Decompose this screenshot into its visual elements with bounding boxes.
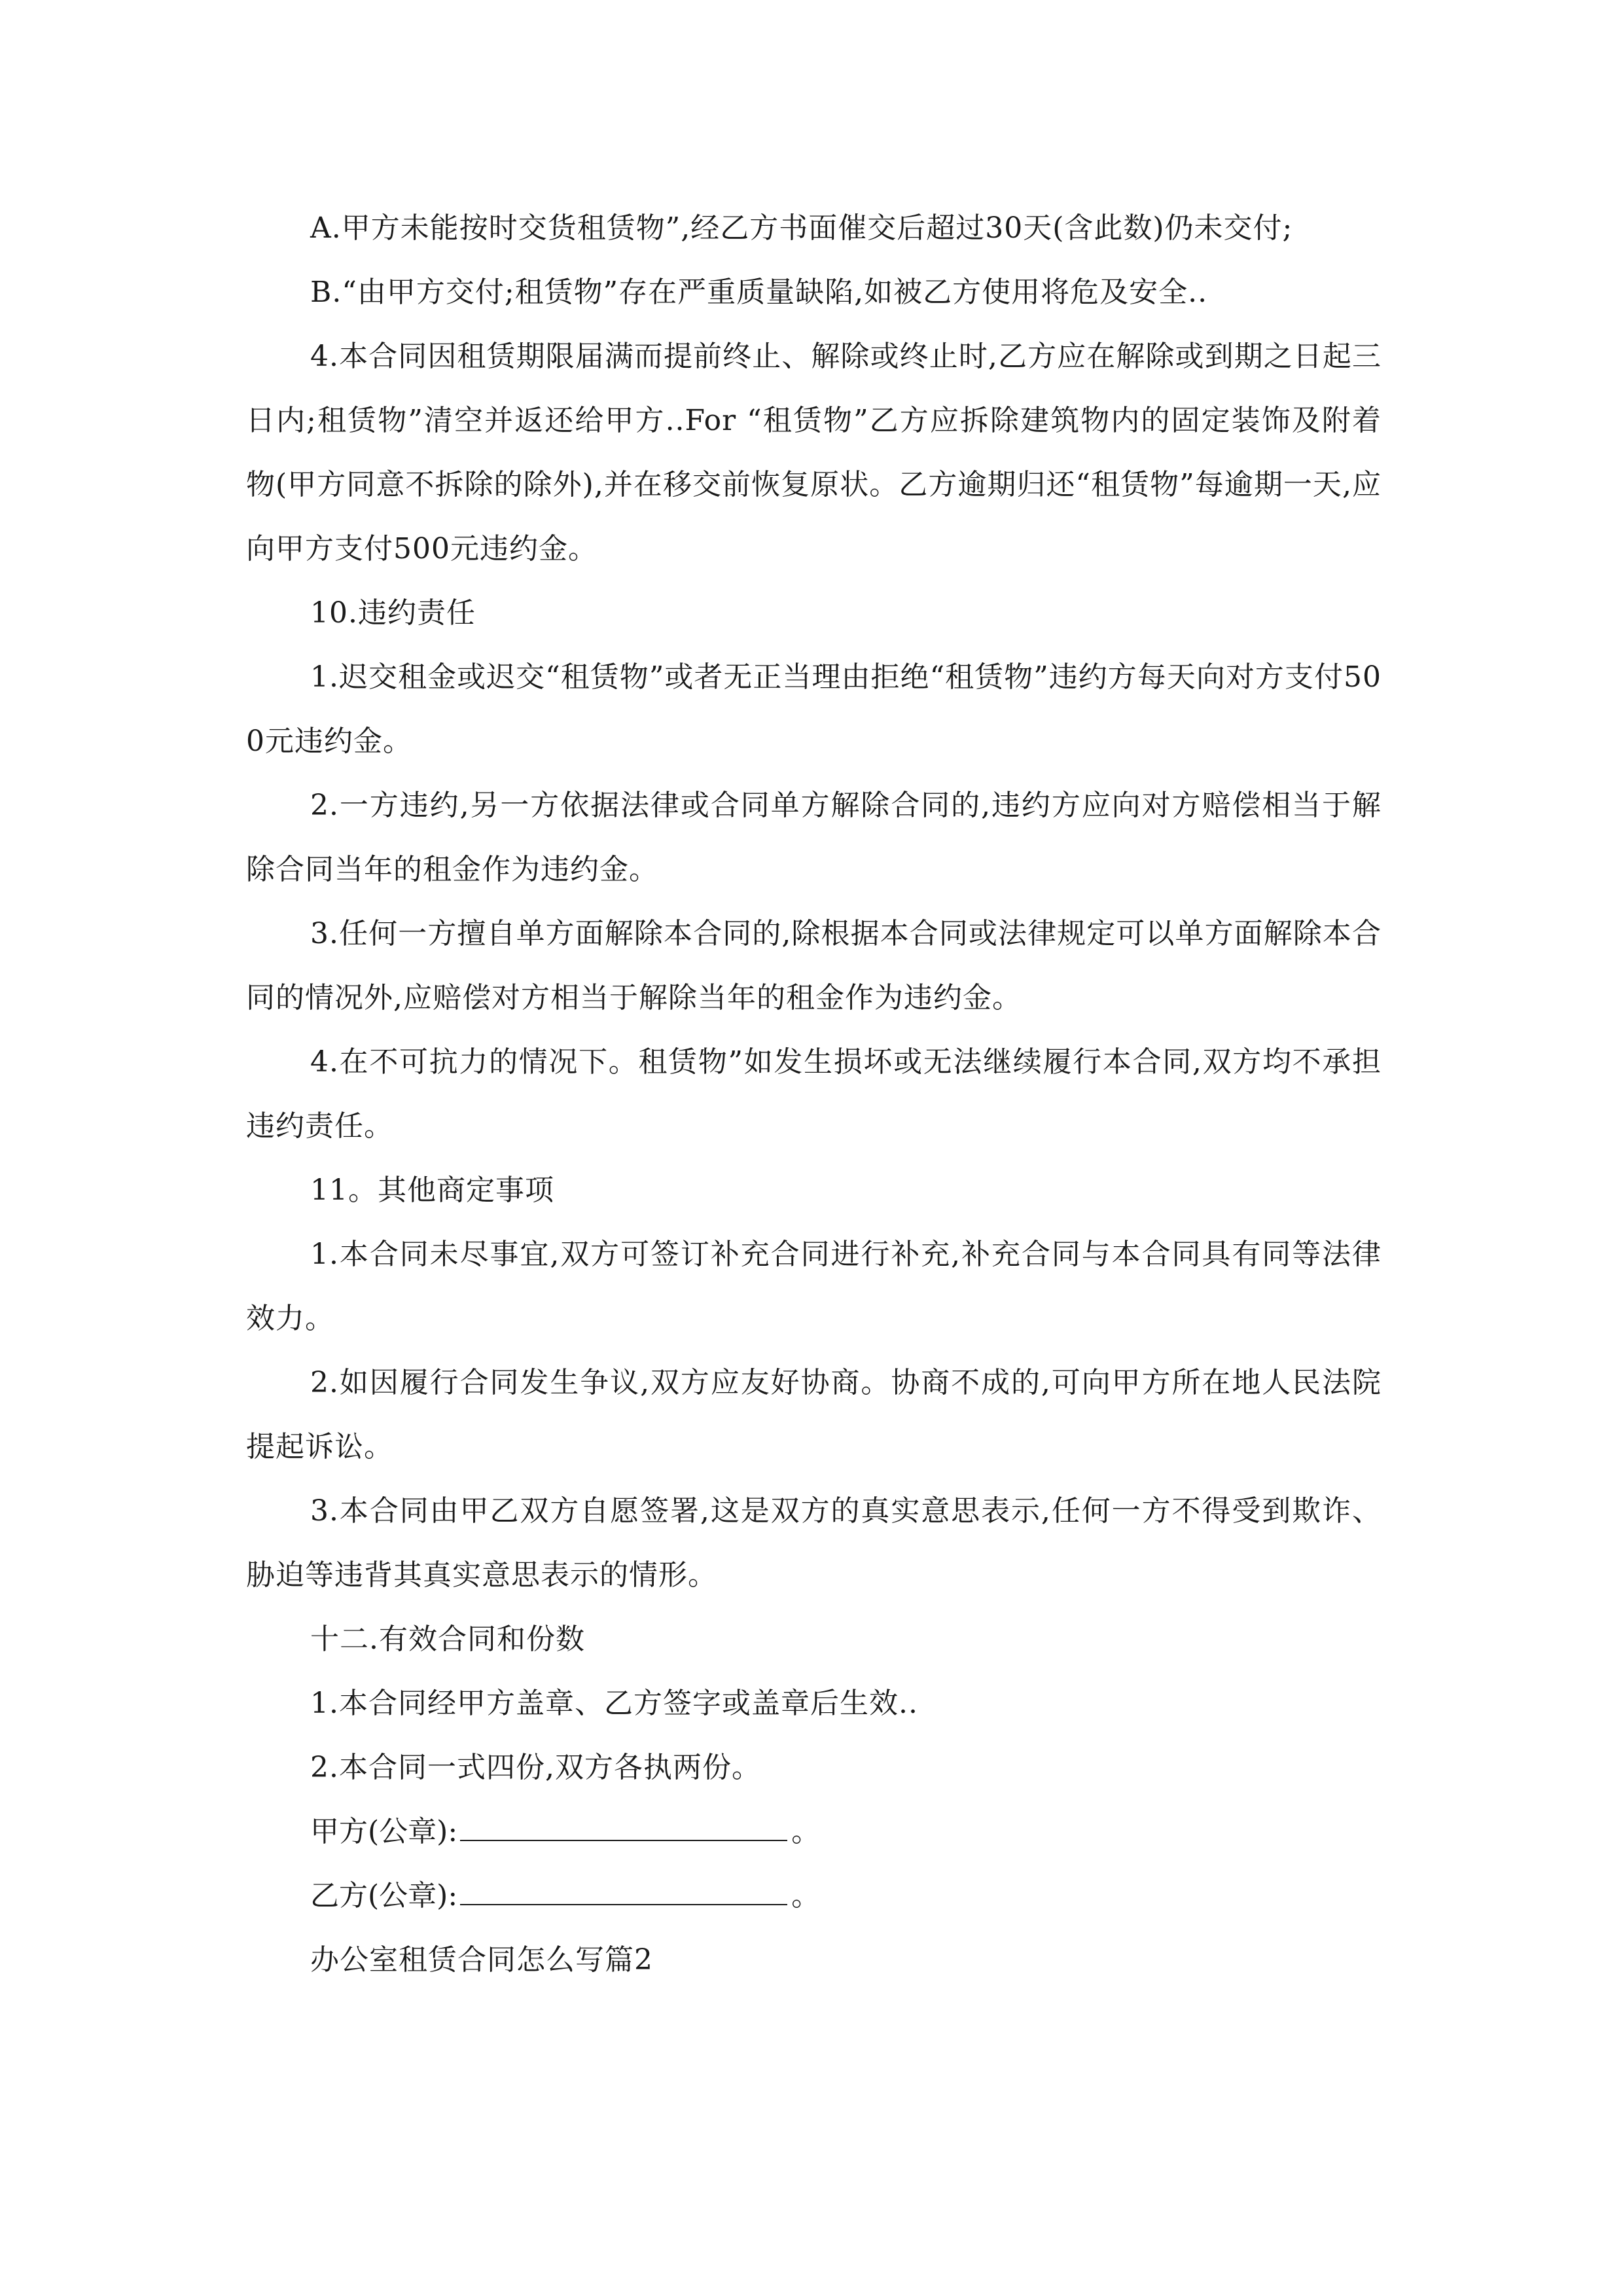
section-heading: 10.违约责任 xyxy=(310,596,476,630)
paragraph: 1.本合同未尽事宜,双方可签订补充合同进行补充,补充合同与本合同具有同等法律效力。 xyxy=(246,1238,1382,1335)
party-a-signature-line xyxy=(246,1800,1382,1864)
end-mark: 。 xyxy=(791,1815,821,1848)
party-b-label: 乙方(公章): xyxy=(310,1879,458,1912)
party-a-label: 甲方(公章): xyxy=(310,1815,458,1848)
paragraph: 1.本合同经甲方盖章、乙方签字或盖章后生效.. xyxy=(310,1687,918,1720)
paragraph: B.“由甲方交付;租赁物”存在严重质量缺陷,如被乙方使用将危及安全.. xyxy=(310,276,1208,309)
section-heading: 11。其他商定事项 xyxy=(310,1174,554,1207)
paragraph: 2.一方违约,另一方依据法律或合同单方解除合同的,违约方应向对方赔偿相当于解除合同当年的租金作为违约金。 xyxy=(246,789,1382,886)
paragraph: 4.在不可抗力的情况下。租赁物”如发生损坏或无法继续履行本合同,双方均不承担违约责任。 xyxy=(246,1045,1382,1143)
party-b-signature-line xyxy=(246,1864,1382,1928)
paragraph: A.甲方未能按时交货租赁物”,经乙方书面催交后超过30天(含此数)仍未交付; xyxy=(310,211,1293,245)
paragraph: 4.本合同因租赁期限届满而提前终止、解除或终止时,乙方应在解除或到期之日起三日内;租赁物”清空并返还给甲方..For “租赁物”乙方应拆除建筑物内的固定装饰及附着物(甲方同意不拆除的除外),并在移交前恢复原状。乙方逾期归还“租赁物”每逾期一天,应向甲方支付500元违约金。 xyxy=(246,340,1382,565)
paragraph: 2.本合同一式四份,双方各执两份。 xyxy=(310,1751,761,1784)
party-b-blank xyxy=(460,1878,787,1905)
paragraph: 3.任何一方擅自单方面解除本合同的,除根据本合同或法律规定可以单方面解除本合同的情况外,应赔偿对方相当于解除当年的租金作为违约金。 xyxy=(246,917,1382,1014)
paragraph: 1.迟交租金或迟交“租赁物”或者无正当理由拒绝“租赁物”违约方每天向对方支付500元违约金。 xyxy=(246,660,1382,758)
party-a-blank xyxy=(460,1814,787,1841)
section-heading: 十二.有效合同和份数 xyxy=(310,1623,585,1656)
document-body xyxy=(246,196,1382,1992)
next-section-title: 办公室租赁合同怎么写篇2 xyxy=(310,1943,653,1977)
paragraph: 3.本合同由甲乙双方自愿签署,这是双方的真实意思表示,任何一方不得受到欺诈、胁迫等违背其真实意思表示的情形。 xyxy=(246,1494,1382,1592)
end-mark: 。 xyxy=(791,1879,821,1912)
paragraph: 2.如因履行合同发生争议,双方应友好协商。协商不成的,可向甲方所在地人民法院提起诉讼。 xyxy=(246,1366,1382,1463)
